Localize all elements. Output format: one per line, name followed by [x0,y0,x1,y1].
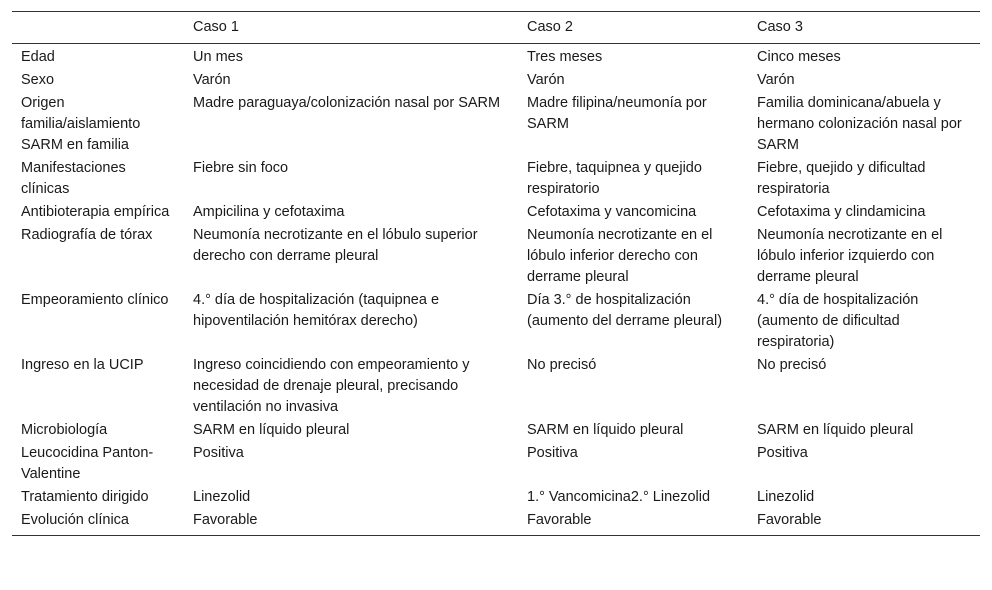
cell-caso-2: SARM en líquido pleural [527,422,684,438]
table-row [12,419,980,442]
cell-caso-3: Neumonía necrotizante en el lóbulo inferior izquierdo con derrame pleural [757,227,943,285]
header-cell-caso-2: Caso 2 [527,19,573,35]
row-label: Antibioterapia empírica [21,204,170,220]
cell-caso-2: Día 3.° de hospitalización (aumento del derrame pleural) [527,292,723,329]
cell-caso-2: Varón [527,72,565,88]
row-label: Origen familia/aislamiento SARM en familia [21,95,141,153]
cell-caso-1: Madre paraguaya/colonización nasal por SARM [193,95,501,111]
cell-caso-1: 4.° día de hospitalización (taquipnea e hipoventilación hemitórax derecho) [193,292,440,329]
cell-caso-1: Ingreso coincidiendo con empeoramiento y necesidad de drenaje pleural, precisando ventilación no invasiva [193,357,470,415]
row-label: Empeoramiento clínico [21,292,169,308]
cell-caso-3: Linezolid [757,489,815,505]
table-row [12,69,980,92]
header-cell-caso-1: Caso 1 [193,19,239,35]
table-row [12,224,980,289]
table-row [12,92,980,157]
table-row [12,442,980,486]
cell-caso-3: 4.° día de hospitalización (aumento de dificultad respiratoria) [757,292,919,350]
cell-caso-2: Positiva [527,445,578,461]
cell-caso-3: Cinco meses [757,49,841,65]
header-cell-empty [12,12,184,44]
cell-caso-1: Positiva [193,445,244,461]
cell-caso-2: Neumonía necrotizante en el lóbulo inferior derecho con derrame pleural [527,227,713,285]
cell-caso-3: Positiva [757,445,808,461]
cell-caso-2: Fiebre, taquipnea y quejido respiratorio [527,160,702,197]
cell-caso-2: Cefotaxima y vancomicina [527,204,697,220]
cell-caso-3: Favorable [757,512,822,528]
header-cell-caso-3: Caso 3 [757,19,803,35]
cell-caso-3: Varón [757,72,795,88]
row-label: Leucocidina Panton-Valentine [21,445,154,482]
table-header [12,12,980,44]
table-row [12,44,980,70]
cell-caso-3: SARM en líquido pleural [757,422,914,438]
cell-caso-1: Fiebre sin foco [193,160,289,176]
cell-caso-1: Favorable [193,512,258,528]
cell-caso-2: 1.° Vancomicina2.° Linezolid [527,489,711,505]
table-row [12,201,980,224]
cell-caso-1: Neumonía necrotizante en el lóbulo superior derecho con derrame pleural [193,227,478,264]
table-row [12,486,980,509]
cell-caso-1: Varón [193,72,231,88]
cell-caso-2: Favorable [527,512,592,528]
cell-caso-2: Tres meses [527,49,603,65]
cell-caso-3: Fiebre, quejido y dificultad respiratoria [757,160,926,197]
cell-caso-3: Cefotaxima y clindamicina [757,204,926,220]
table-container [12,11,980,536]
table-row [12,289,980,354]
row-label: Manifestaciones clínicas [21,160,126,197]
header-row [12,12,980,44]
table-body [12,44,980,536]
cell-caso-1: Linezolid [193,489,251,505]
table-row [12,509,980,536]
cell-caso-1: Un mes [193,49,243,65]
row-label: Sexo [21,72,55,88]
row-label: Tratamiento dirigido [21,489,149,505]
row-label: Ingreso en la UCIP [21,357,144,373]
table-row [12,157,980,201]
cell-caso-3: Familia dominicana/abuela y hermano colonización nasal por SARM [757,95,962,153]
row-label: Evolución clínica [21,512,129,528]
cell-caso-1: Ampicilina y cefotaxima [193,204,345,220]
clinical-cases-table [12,11,980,536]
cell-caso-2: Madre filipina/neumonía por SARM [527,95,707,132]
row-label: Edad [21,49,55,65]
cell-caso-2: No precisó [527,357,597,373]
row-label: Radiografía de tórax [21,227,153,243]
row-label: Microbiología [21,422,108,438]
table-row [12,354,980,419]
cell-caso-1: SARM en líquido pleural [193,422,350,438]
cell-caso-3: No precisó [757,357,827,373]
